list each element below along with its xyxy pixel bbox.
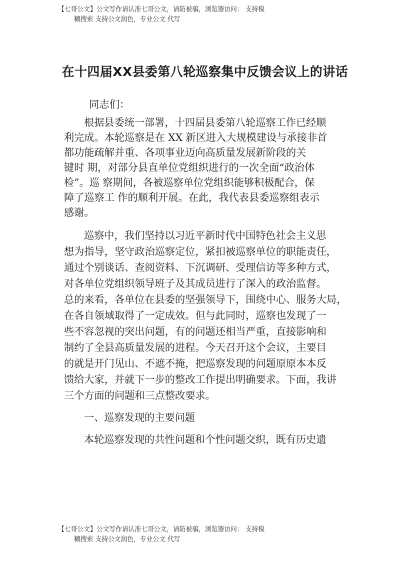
body-line: 都功能疏解并重、各项事业迈向高质量发展新阶段的关: [64, 148, 307, 159]
section-heading: 一、巡察发现的主要问题: [84, 413, 196, 424]
header-line-2: 糊搜索 支持公文润色，专业公文 代写: [74, 15, 181, 23]
document-title: 在十四届XX县委第八轮巡察集中反馈会议上的讲话: [61, 64, 349, 79]
body-line: 三个方面的问题和三点整改要求。: [64, 391, 216, 402]
body-line: 感谢。: [64, 208, 95, 219]
body-line: 想为指导，坚守政治巡察定位，紧扣被巡察单位的职能责任，: [64, 247, 337, 258]
header-line-1: 【七哥公文】公文写作请认准七哥公文，请防被骗，浏览器访问： 支持模: [58, 5, 265, 13]
body-line: 通过个别谈话、查阅资料、下沉调研、受理信访等多种方式，: [64, 263, 337, 274]
body-line: 的就是开门见山、不遮不掩，把巡察发现的问题原原本本反: [64, 359, 327, 370]
body-line: 障了巡察工 作的顺利开展。在此，我代表县委巡察组表示: [64, 193, 320, 204]
body-line: 在各自领域取得了一定成效。但与此同时，巡察也发现了一: [64, 311, 327, 322]
body-line: 馈给大家，并就下一步的整改工作提出明确要求。下面，我讲: [64, 375, 337, 386]
body-line: 检”。巡 察期间，各被巡察单位党组织能够积极配合，保: [64, 178, 315, 189]
body-line: 根据县委统一部署，十四届县委第八轮巡察工作已经顺: [84, 118, 327, 129]
body-line: 利完成。本轮巡察是在 XX 新区进入大规模建设与承接非首: [64, 133, 328, 144]
body-line: 对各单位党组织领导班子及其成员进行了深入的政治监督。: [64, 279, 327, 290]
body-line: 些不容忽视的突出问题，有的问题还相当严重，直接影响和: [64, 327, 327, 338]
footer-line-1: 【七哥公文】公文写作请认准七哥公文，请防被骗，浏览器访问： 支持模: [58, 525, 265, 533]
page-footer: [58, 524, 358, 544]
body-line: 总的来看，各单位在县委的坚强领导下，围绕中心、服务大局，: [64, 295, 347, 306]
body-line: 键时 期，对部分县直单位党组织进行的一次全面“政治体: [64, 163, 315, 174]
footer-line-2: 糊搜索 支持公文润色，专业公文 代写: [74, 535, 181, 543]
greeting: 同志们：: [89, 100, 130, 111]
page-header: [58, 4, 358, 24]
body-line: 巡察中，我们坚持以习近平新时代中国特色社会主义思: [84, 231, 327, 242]
body-line: 本轮巡察发现的共性问题和个性问题交织，既有历史遗: [84, 435, 327, 446]
body-line: 制约了全县高质量发展的进程。今天召开这个会议，主要目: [64, 343, 327, 354]
